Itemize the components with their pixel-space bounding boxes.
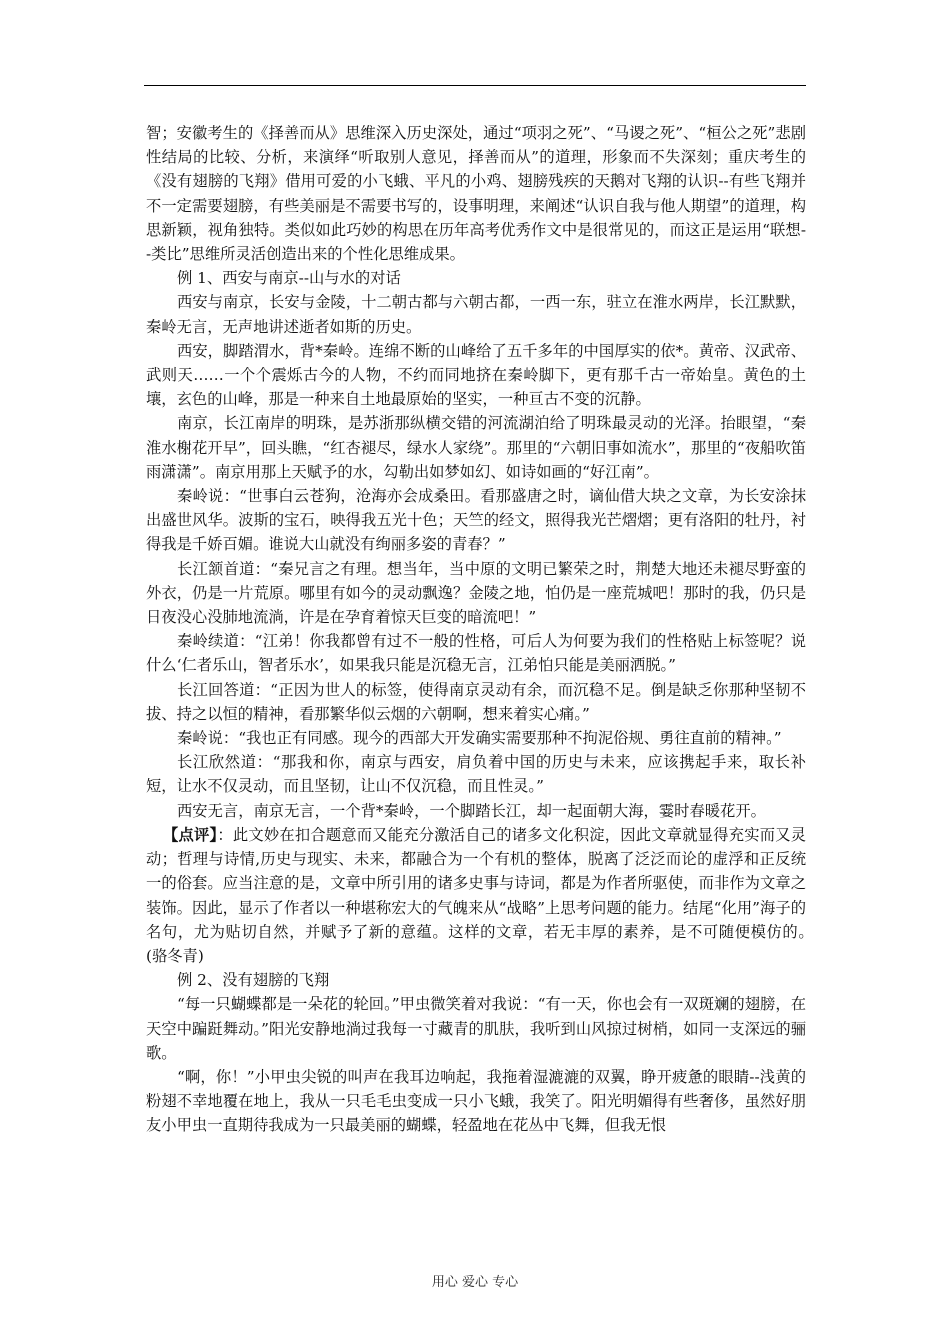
paragraph: 西安，脚踏渭水，背*秦岭。连绵不断的山峰给了五千多年的中国厚实的依*。黄帝、汉武帝、武则天……一个个震烁古今的人物，不约而同地挤在秦岭脚下，更有那千古一帝始皇。黄色的土壤，玄色的山峰，那是一种来自土地最原始的坚实，一种亘古不变的沉静。 — [146, 341, 806, 409]
paragraph: 西安无言，南京无言，一个背*秦岭，一个脚踏长江，却一起面朝大海，霎时春暖花开。 — [177, 801, 766, 820]
comment-label: 【点评】 — [163, 825, 218, 844]
paragraph: 长江回答道：“正因为世人的标签，使得南京灵动有余，而沉稳不足。倒是缺乏你那种坚韧不拔、持之以恒的精神，看那繁华似云烟的六朝啊，想来着实心痛。” — [146, 680, 806, 723]
paragraph: 南京，长江南岸的明珠，是苏浙那纵横交错的河流湖泊给了明珠最灵动的光泽。抬眼望，“秦淮水榭花开早”，回头瞧，“红杏褪尽，绿水人家绕”。那里的“六朝旧事如流水”，那里的“夜船吹笛雨潇潇”。南京用那上天赋予的水，勾勒出如梦如幻、如诗如画的“好江南”。 — [146, 414, 806, 481]
example-1-heading: 例 1、西安与南京--山与水的对话 — [177, 269, 401, 288]
paragraph: 秦岭说：“世事白云苍狗，沧海亦会成桑田。看那盛唐之时，谪仙借大块之文章，为长安涂抹出盛世风华。波斯的宝石，映得我五光十色；天竺的经文，照得我光芒熠熠；更有洛阳的牡丹，衬得我是千娇百媚。谁说大山就没有绚丽多姿的青春？” — [146, 487, 806, 554]
document-body — [146, 121, 822, 1138]
paragraph: 秦岭续道：“江弟！你我都曾有过不一般的性格，可后人为何要为我们的性格贴上标签呢？说什么‘仁者乐山，智者乐水’，如果我只能是沉稳无言，江弟怕只能是美丽洒脱。” — [146, 632, 806, 675]
paragraph: 秦岭说：“我也正有同感。现今的西部大开发确实需要那种不拘泥俗规、勇往直前的精神。” — [177, 729, 782, 748]
page-footer: 用心 爱心 专心 — [431, 1275, 519, 1290]
paragraph: 西安与南京，长安与金陵，十二朝古都与六朝古都，一西一东，驻立在淮水两岸，长江默默，秦岭无言，无声地讲述逝者如斯的历史。 — [146, 293, 806, 336]
comment-text: ：此文妙在扣合题意而又能充分激活自己的诸多文化积淀，因此文章就显得充实而又灵动；哲理与诗情,历史与现实、未来，都融合为一个有机的整体，脱离了泛泛而论的虚浮和正反统一的俗套。应当注意的是，文章中所引用的诸多史事与诗词，都是为作者所驱使，而非作为文章之装饰。因此，显示了作者以一种堪称宏大的气魄来从“战略”上思考问题的能力。结尾“化用”海子的名句，尤为贴切自然，并赋予了新的意蕴。这样的文章，若无丰厚的素养，是不可随便模仿的。 (骆冬青) — [146, 825, 822, 965]
paragraph: “啊，你！”小甲虫尖锐的叫声在我耳边响起，我拖着湿漉漉的双翼，睁开疲惫的眼睛--浅黄的粉翅不幸地覆在地上，我从一只毛毛虫变成一只小飞蛾，我笑了。阳光明媚得有些奢侈，虽然好朋友小甲虫一直期待我成为一只最美丽的蝴蝶，轻盈地在花丛中飞舞，但我无恨 — [146, 1067, 806, 1135]
comment-paragraph — [146, 823, 822, 968]
paragraph-intro: 智；安徽考生的《择善而从》思维深入历史深处，通过“项羽之死”、“马谡之死”、“桓公之死”悲剧性结局的比较、分析，来演绎“听取别人意见，择善而从”的道理，形象而不失深刻；重庆考生的《没有翅膀的飞翔》借用可爱的小飞蛾、平凡的小鸡、翅膀残疾的天鹅对飞翔的认识--有些飞翔并不一定需要翅膀，有些美丽是不需要书写的，设事明理，来阐述“认识自我与他人期望”的道理，构思新颖，视角独特。类似如此巧妙的构思在历年高考优秀作文中是很常见的，而这正是运用“联想--类比”思维所灵活创造出来的个性化思维成果。 — [146, 124, 806, 264]
example-2-heading: 例 2、没有翅膀的飞翔 — [177, 971, 330, 990]
paragraph: 长江颔首道：“秦兄言之有理。想当年，当中原的文明已繁荣之时，荆楚大地还未褪尽野蛮的外衣，仍是一片荒原。哪里有如今的灵动飘逸？金陵之地，怕仍是一座荒城吧！那时的我，仍只是日夜没心没肺地流淌，许是在孕育着惊天巨变的暗流吧！” — [146, 559, 806, 627]
paragraph: 长江欣然道：“那我和你，南京与西安，肩负着中国的历史与未来，应该携起手来，取长补短，让水不仅灵动，而且坚韧，让山不仅沉稳，而且性灵。” — [146, 753, 806, 796]
header-rule — [144, 85, 806, 86]
paragraph: “每一只蝴蝶都是一朵花的轮回。”甲虫微笑着对我说：“有一天，你也会有一双斑斓的翅膀，在天空中蹁跹舞动。”阳光安静地淌过我每一寸藏青的肌肤，我听到山风掠过树梢，如同一支深远的骊歌。 — [146, 995, 806, 1062]
